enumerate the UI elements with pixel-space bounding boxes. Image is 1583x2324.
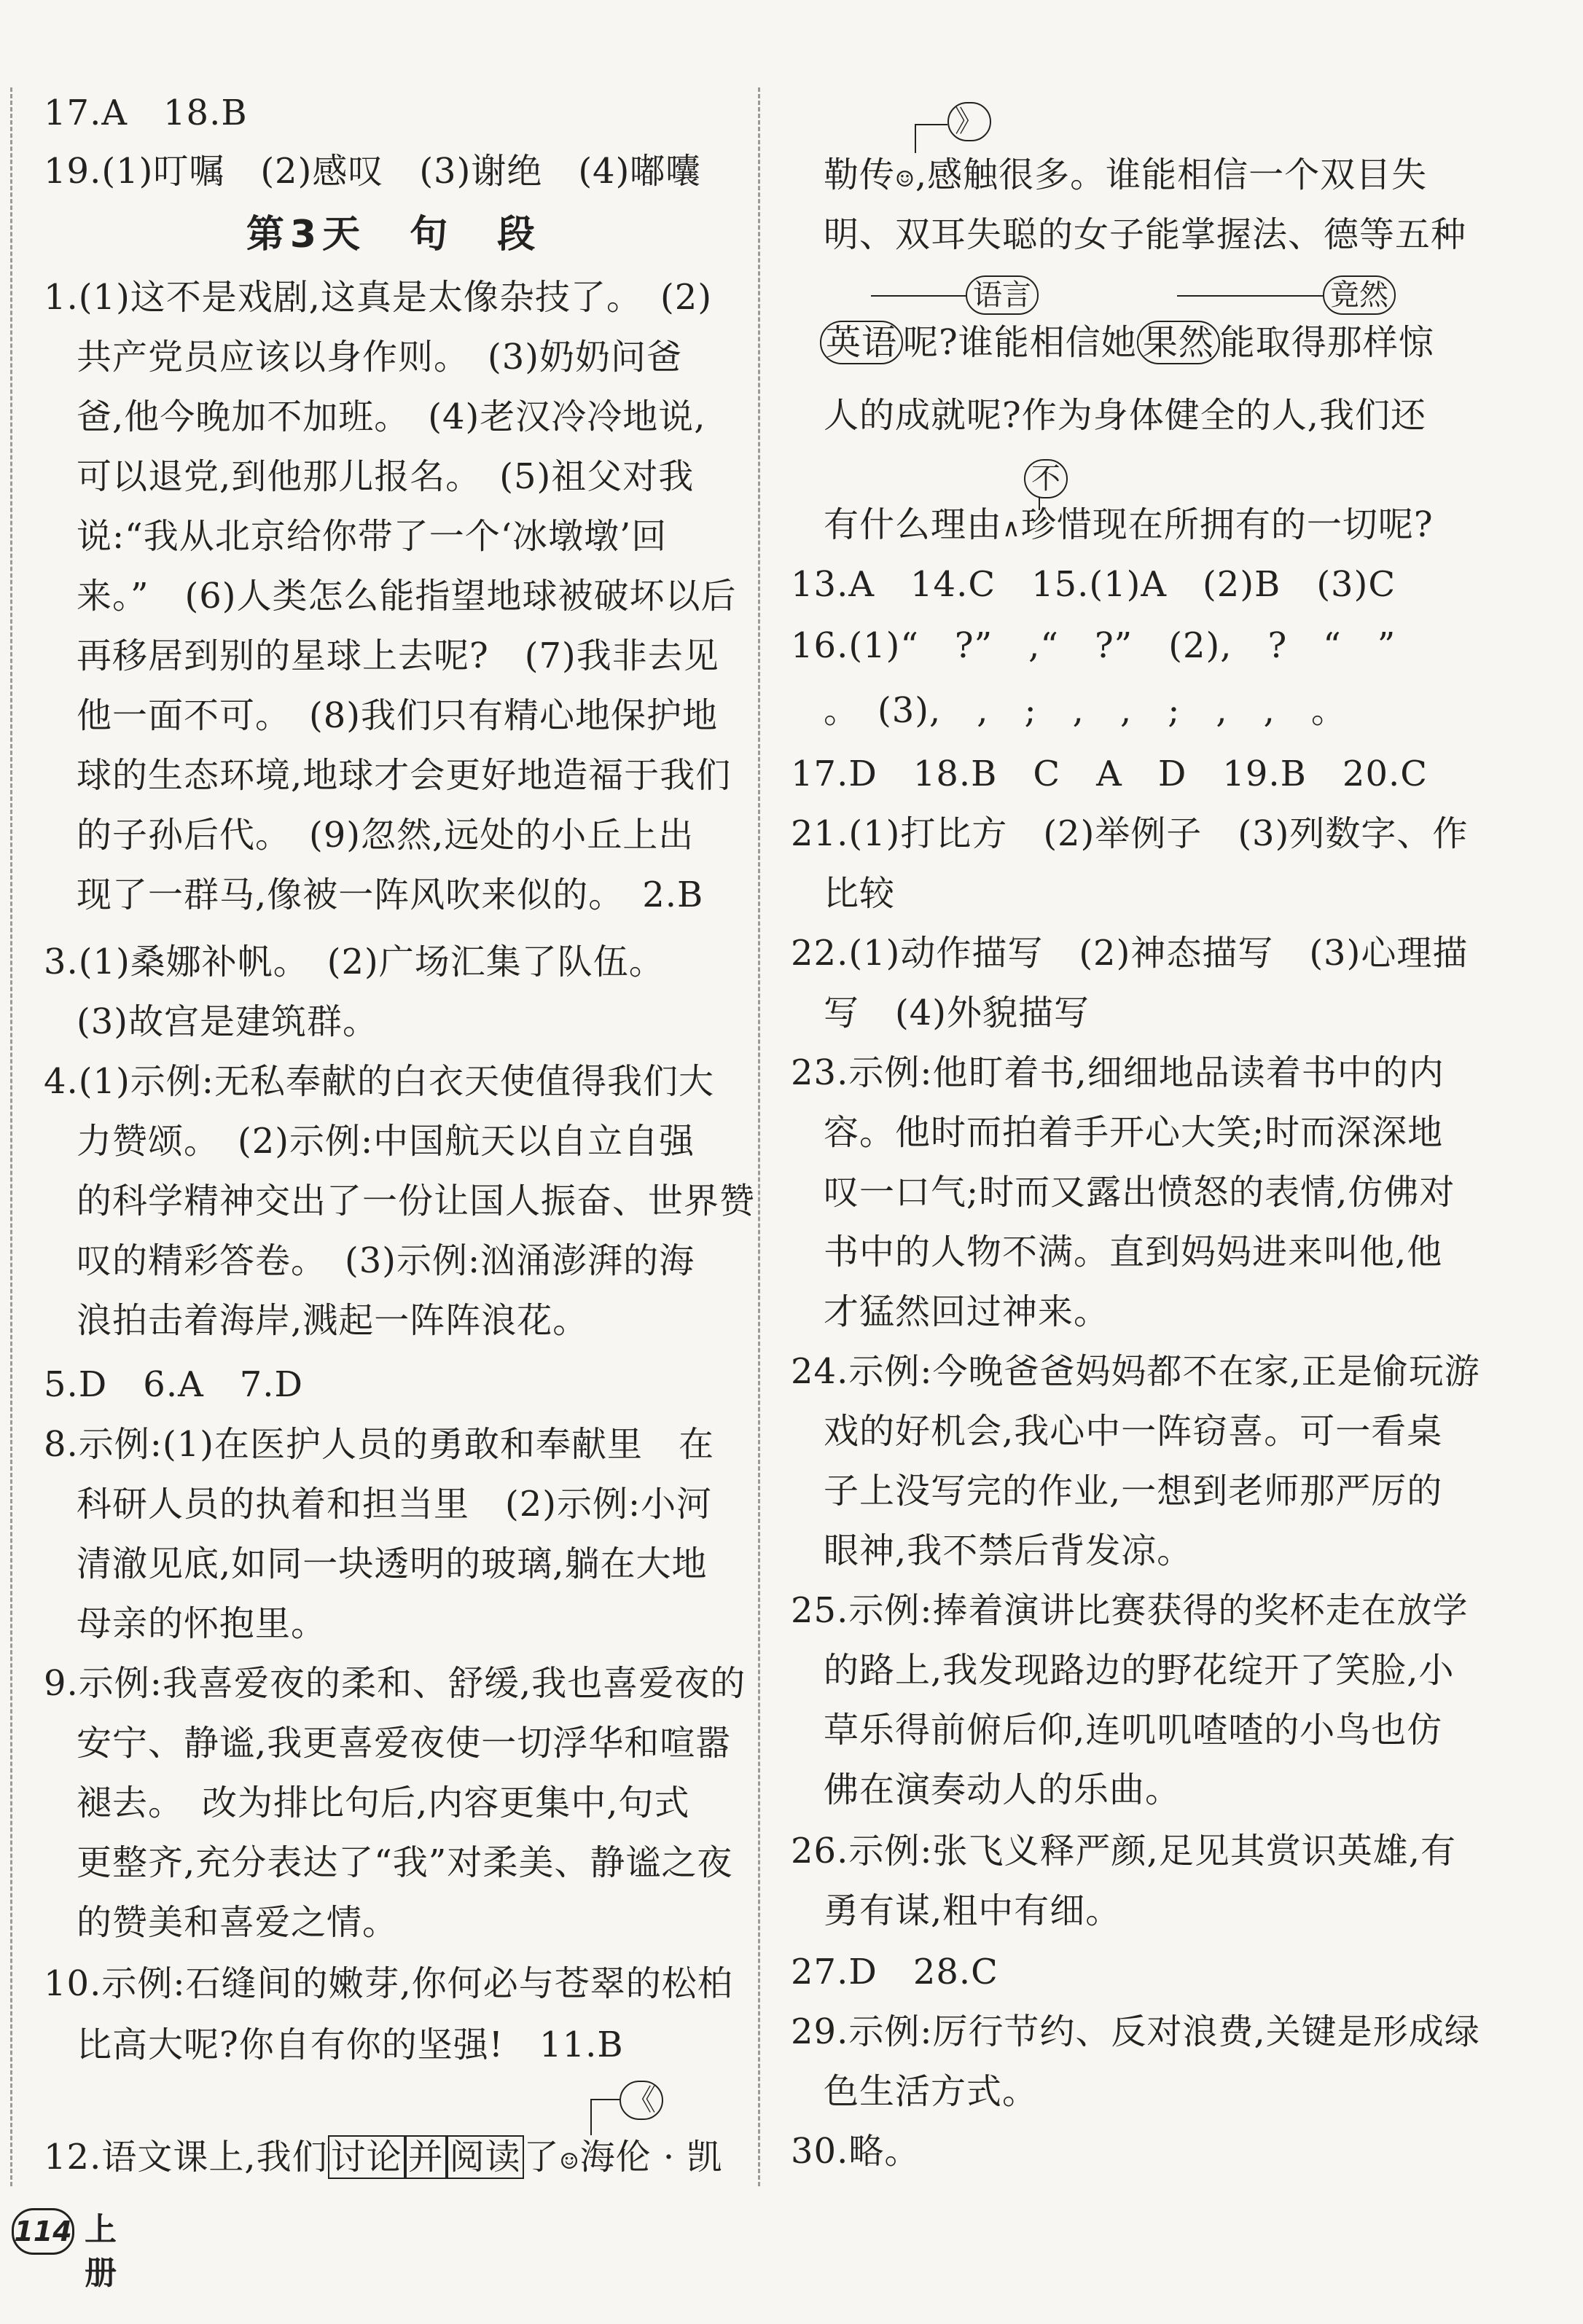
answer-line: 22.(1)动作描写 (2)神态描写 (3)心理描 xyxy=(791,933,1469,974)
insert-mark: 》 xyxy=(947,102,991,141)
replace-line xyxy=(1177,295,1323,297)
answer-line: 子上没写完的作业,一想到老师那严厉的 xyxy=(824,1471,1443,1511)
replace-line xyxy=(871,295,966,297)
answer-line: 母亲的怀抱里。 xyxy=(77,1603,327,1644)
answer-line: 浪拍击着海岸,溅起一阵阵浪花。 xyxy=(77,1300,589,1341)
answer-line: 13.A 14.C 15.(1)A (2)B (3)C xyxy=(791,564,1396,605)
answer-line: 17.A 18.B xyxy=(44,93,248,133)
q12-end: 海伦 · 凯 xyxy=(579,2137,723,2178)
text-segment: 珍惜现在所拥有的一切呢? xyxy=(1020,504,1434,545)
text-segment: 呢?谁能相信她 xyxy=(903,322,1137,363)
answer-line: 书中的人物不满。直到妈妈进来叫他,他 xyxy=(824,1232,1443,1272)
answer-line: 3.(1)桑娜补帆。 (2)广场汇集了队伍。 xyxy=(44,942,665,982)
answer-line: 的赞美和喜爱之情。 xyxy=(77,1902,399,1943)
answer-line: 23.示例:他盯着书,细细地品读着书中的内 xyxy=(791,1052,1445,1093)
answer-line: 勒传☺,感触很多。谁能相信一个双目失 xyxy=(824,154,1428,195)
answer-line: 来。” (6)人类怎么能指望地球被破坏以后 xyxy=(77,576,737,617)
answer-line: 17.D 18.B C A D 19.B 20.C xyxy=(791,754,1428,794)
answer-line: (3)故宫是建筑群。 xyxy=(77,1001,378,1042)
q12-line: 12.语文课上,我们讨论 并 阅读了☺海伦 · 凯 xyxy=(44,2137,723,2178)
answer-line: 佛在演奏动人的乐曲。 xyxy=(824,1769,1181,1810)
answer-line: 科研人员的执着和担当里 (2)示例:小河 xyxy=(77,1484,713,1525)
answer-line: 27.D 28.C xyxy=(791,1952,998,1992)
answer-line: 叹的精彩答卷。 (3)示例:汹涌澎湃的海 xyxy=(77,1240,695,1281)
answer-line: 清澈见底,如同一块透明的玻璃,躺在大地 xyxy=(77,1544,708,1584)
text-segment: 能取得那样惊 xyxy=(1219,322,1434,363)
answer-line: 的科学精神交出了一份让国人振奋、世界赞 xyxy=(77,1181,756,1221)
answer-line: 9.示例:我喜爱夜的柔和、舒缓,我也喜爱夜的 xyxy=(44,1663,746,1704)
answer-line: 19.(1)叮嘱 (2)感叹 (3)谢绝 (4)嘟囔 xyxy=(44,151,702,192)
column-divider xyxy=(758,87,760,2186)
insert-line xyxy=(590,2099,619,2100)
replace-mark: 竟然 xyxy=(1323,275,1396,315)
answer-line: 。 (3), , ; , , ; , , 。 xyxy=(824,690,1347,731)
volume-label: 上册 xyxy=(85,2211,117,2292)
circled-word: 果然 xyxy=(1137,321,1220,364)
answer-line: 现了一群马,像被一阵风吹来似的。 2.B xyxy=(77,875,704,915)
answer-line: 的路上,我发现路边的野花绽开了笑脸,小 xyxy=(824,1650,1455,1691)
q12-mid: 了 xyxy=(523,2137,560,2178)
answer-line: 26.示例:张飞义释严颜,足见其赏识英雄,有 xyxy=(791,1831,1457,1871)
answer-line: 的子孙后代。 (9)忽然,远处的小丘上出 xyxy=(77,815,695,856)
answer-line: 说:“我从北京给你带了一个‘冰墩墩’回 xyxy=(77,516,668,557)
answer-line: 8.示例:(1)在医护人员的勇敢和奉献里 在 xyxy=(44,1424,714,1465)
answer-line: 更整齐,充分表达了“我”对柔美、静谧之夜 xyxy=(77,1842,733,1883)
answer-line: 叹一口气;时而又露出愤怒的表情,仿佛对 xyxy=(824,1172,1455,1213)
answer-line: 草乐得前俯后仰,连叽叽喳喳的小鸟也仿 xyxy=(824,1710,1443,1750)
q12-prefix: 12.语文课上,我们 xyxy=(44,2137,328,2178)
answer-line: 安宁、静谧,我更喜爱夜使一切浮华和喧嚣 xyxy=(77,1723,732,1764)
answer-line: 写 (4)外貌描写 xyxy=(824,993,1090,1033)
replace-mark: 语言 xyxy=(966,275,1039,315)
answer-line: 比高大呢?你自有你的坚强! 11.B xyxy=(77,2024,624,2065)
answer-line: 力赞颂。 (2)示例:中国航天以自立自强 xyxy=(77,1121,695,1162)
answer-line: 5.D 6.A 7.D xyxy=(44,1364,304,1405)
answer-line: 再移居到别的星球上去呢? (7)我非去见 xyxy=(77,635,719,676)
answer-line: 人的成就呢?作为身体健全的人,我们还 xyxy=(824,395,1426,436)
answer-line: 可以退党,到他那儿报名。 (5)祖父对我 xyxy=(77,456,695,497)
answer-line: 21.(1)打比方 (2)举例子 (3)列数字、作 xyxy=(791,813,1469,854)
insert-line xyxy=(590,2099,592,2135)
insert-line xyxy=(915,124,947,125)
answer-line xyxy=(791,321,1545,364)
boxed-word: 阅读 xyxy=(447,2135,524,2179)
answer-line: 戏的好机会,我心中一阵窃喜。可一看桌 xyxy=(824,1411,1443,1452)
answer-line: 明、双耳失聪的女子能掌握法、德等五种 xyxy=(824,214,1467,255)
answer-line: 有什么理由∧珍惜现在所拥有的一切呢? xyxy=(824,504,1434,545)
answer-line: 眼神,我不禁后背发凉。 xyxy=(824,1530,1193,1571)
page-number: 114 xyxy=(12,2208,74,2255)
text-segment: 有什么理由 xyxy=(824,504,1003,545)
answer-line: 比较 xyxy=(824,873,896,914)
answer-line: 共产党员应该以身作则。 (3)奶奶问爸 xyxy=(77,337,682,377)
text-segment: 勒传 xyxy=(824,154,896,195)
answer-line: 才猛然回过神来。 xyxy=(824,1291,1110,1332)
section-title: 第3天 句 段 xyxy=(246,213,542,257)
insert-line xyxy=(915,124,916,153)
answer-line: 10.示例:石缝间的嫩芽,你何必与苍翠的松柏 xyxy=(44,1963,733,2004)
answer-line: 他一面不可。 (8)我们只有精心地保护地 xyxy=(77,695,718,736)
answer-line: 16.(1)“ ?” ,“ ?” (2), ? “ ” xyxy=(791,625,1396,666)
answer-line: 4.(1)示例:无私奉献的白衣天使值得我们大 xyxy=(44,1061,714,1102)
answer-line: 勇有谋,粗中有细。 xyxy=(824,1890,1122,1931)
answer-line: 29.示例:厉行节约、反对浪费,关键是形成绿 xyxy=(791,2011,1480,2052)
answer-line: 球的生态环境,地球才会更好地造福于我们 xyxy=(77,755,732,796)
answer-line: 褪去。 改为排比句后,内容更集中,句式 xyxy=(77,1783,690,1823)
answer-line: 爸,他今晚加不加班。 (4)老汉冷冷地说, xyxy=(77,396,706,437)
answer-line: 25.示例:捧着演讲比赛获得的奖杯走在放学 xyxy=(791,1590,1469,1631)
answer-line: 1.(1)这不是戏剧,这真是太像杂技了。 (2) xyxy=(44,277,713,318)
boxed-word: 讨论 xyxy=(328,2135,405,2179)
answer-line: 容。他时而拍着手开心大笑;时而深深地 xyxy=(824,1112,1444,1153)
insert-mark: 不 xyxy=(1024,459,1068,498)
left-margin-dash xyxy=(10,87,12,2186)
insert-mark: 《 xyxy=(619,2081,663,2120)
answer-line: 24.示例:今晚爸爸妈妈都不在家,正是偷玩游 xyxy=(791,1351,1480,1392)
answer-line: 色生活方式。 xyxy=(824,2071,1039,2112)
circled-word: 英语 xyxy=(820,321,903,364)
text-segment: ,感触很多。谁能相信一个双目失 xyxy=(915,154,1428,195)
answer-line: 30.略。 xyxy=(791,2131,921,2172)
boxed-word: 并 xyxy=(405,2135,447,2179)
